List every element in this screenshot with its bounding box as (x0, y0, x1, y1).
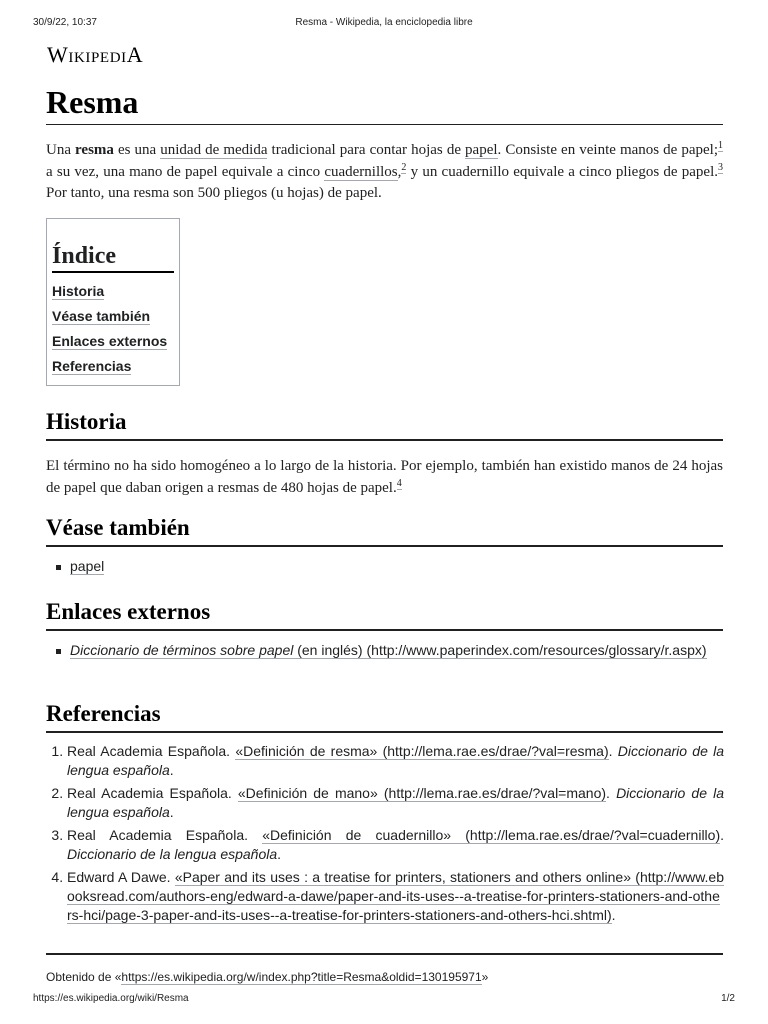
text: El término no ha sido homogéneo a lo largo de la historia. Por ejemplo, también han existido manos de 24 hojas de papel que daban origen a resmas de 480 hojas de papel. (46, 458, 723, 496)
page-number: 1/2 (721, 993, 735, 1004)
external-link-diccionario[interactable] (70, 642, 707, 659)
print-date: 30/9/22, 10:37 (33, 17, 97, 28)
section-heading-historia: Historia (46, 408, 723, 441)
text: es una (113, 142, 161, 158)
ref-link[interactable]: «Definición de cuadernillo» (http://lema.rae.es/drae/?val=cuadernillo) (262, 827, 721, 843)
print-url: https://es.wikipedia.org/wiki/Resma (33, 993, 189, 1004)
ref-source: Diccionario de la lengua española (67, 846, 278, 862)
section-heading-enlaces-externos: Enlaces externos (46, 598, 723, 631)
text: . (611, 907, 616, 923)
text: a su vez, una mano de papel equivale a cinco (46, 163, 325, 180)
link-url[interactable]: (http://www.paperindex.com/resources/glossary/r.aspx) (366, 642, 707, 658)
text: Una (46, 142, 76, 158)
ref-author: Real Academia Española. (67, 827, 263, 843)
print-header (33, 17, 735, 31)
text: tradicional para contar hojas de (267, 142, 466, 158)
text: y un cuadernillo equivale a cinco pliegos de papel. (406, 163, 718, 180)
text: . (169, 762, 174, 778)
list-item (56, 641, 724, 660)
toc-item-enlaces-externos[interactable] (52, 329, 174, 354)
text: . (277, 846, 282, 862)
text: , (397, 163, 402, 180)
text: Obtenido de « (46, 970, 122, 984)
permanent-link[interactable]: https://es.wikipedia.org/w/index.php?title=Resma&oldid=130195971 (121, 970, 482, 984)
toc-item-referencias[interactable] (52, 354, 174, 379)
reference-item (67, 826, 724, 864)
toc-item-vease-tambien[interactable] (52, 304, 174, 329)
text: » (481, 970, 489, 984)
lead-paragraph (46, 140, 723, 205)
toc-item-label[interactable]: Enlaces externos (52, 333, 168, 349)
text: . (608, 743, 618, 759)
reference-item (67, 868, 724, 925)
toc-item-historia[interactable] (52, 279, 174, 304)
see-also-list (56, 557, 724, 576)
wikipedia-logo[interactable]: WikipediA (47, 42, 144, 67)
text: . (720, 827, 724, 843)
ref-link-4[interactable]: 4 (396, 477, 402, 489)
toc-list (52, 279, 174, 379)
link-papel[interactable]: papel (465, 142, 498, 158)
toc-title: Índice (52, 241, 174, 273)
text: . (606, 785, 617, 801)
list-item (56, 557, 724, 576)
ref-author: Real Academia Española. (67, 743, 236, 759)
link-title[interactable]: Diccionario de términos sobre papel (70, 642, 294, 658)
ref-source: Diccionario de la lengua española (67, 785, 725, 820)
ref-author: Edward A Dawe. (67, 869, 175, 885)
reference-item (67, 742, 724, 780)
section-heading-referencias: Referencias (46, 700, 723, 733)
ref-link-2[interactable]: 2 (401, 161, 407, 173)
historia-paragraph (46, 456, 723, 499)
section-heading-vease-tambien: Véase también (46, 514, 723, 547)
retrieved-from (46, 969, 488, 985)
ref-source: Diccionario de la lengua española (67, 743, 725, 778)
toc-item-label[interactable]: Referencias (52, 358, 132, 374)
divider (46, 953, 723, 955)
text: Por tanto, una resma son 500 pliegos (u hojas) de papel. (46, 185, 382, 201)
external-links-list (56, 641, 724, 660)
reference-item (67, 784, 724, 822)
link-language[interactable]: (en inglés) (293, 642, 367, 658)
text: . Consiste en veinte manos de papel; (497, 142, 719, 158)
ref-link-3[interactable]: 3 (718, 161, 723, 173)
print-footer (33, 993, 735, 1004)
term-bold: resma (75, 142, 114, 158)
link-unidad-de-medida[interactable]: unidad de medida (160, 142, 268, 158)
link-cuadernillos[interactable]: cuadernillos (324, 163, 398, 180)
ref-link[interactable]: «Paper and its uses : a treatise for printers, stationers and others online» (http://www.ebooksread.com/authors-eng/edward-a-dawe/paper-and-its-uses--a-treatise-for-printers-stationers-and-others-hci/page-3-paper-and-its-uses--a-treatise-for-printers-stationers-and-others-hci.shtml) (67, 869, 724, 923)
table-of-contents (46, 218, 180, 386)
ref-author: Real Academia Española. (67, 785, 238, 801)
references-list (46, 742, 724, 929)
ref-link[interactable]: «Definición de resma» (http://lema.rae.es/drae/?val=resma) (235, 743, 609, 759)
toc-item-label[interactable]: Historia (52, 283, 105, 299)
page-title: Resma (46, 82, 723, 125)
ref-link-1[interactable]: 1 (718, 140, 724, 151)
print-document-title: Resma - Wikipedia, la enciclopedia libre (295, 17, 473, 28)
link-papel-see-also[interactable]: papel (70, 558, 105, 574)
ref-link[interactable]: «Definición de mano» (http://lema.rae.es/drae/?val=mano) (237, 785, 607, 801)
toc-item-label[interactable]: Véase también (52, 308, 151, 324)
text: . (169, 804, 174, 820)
